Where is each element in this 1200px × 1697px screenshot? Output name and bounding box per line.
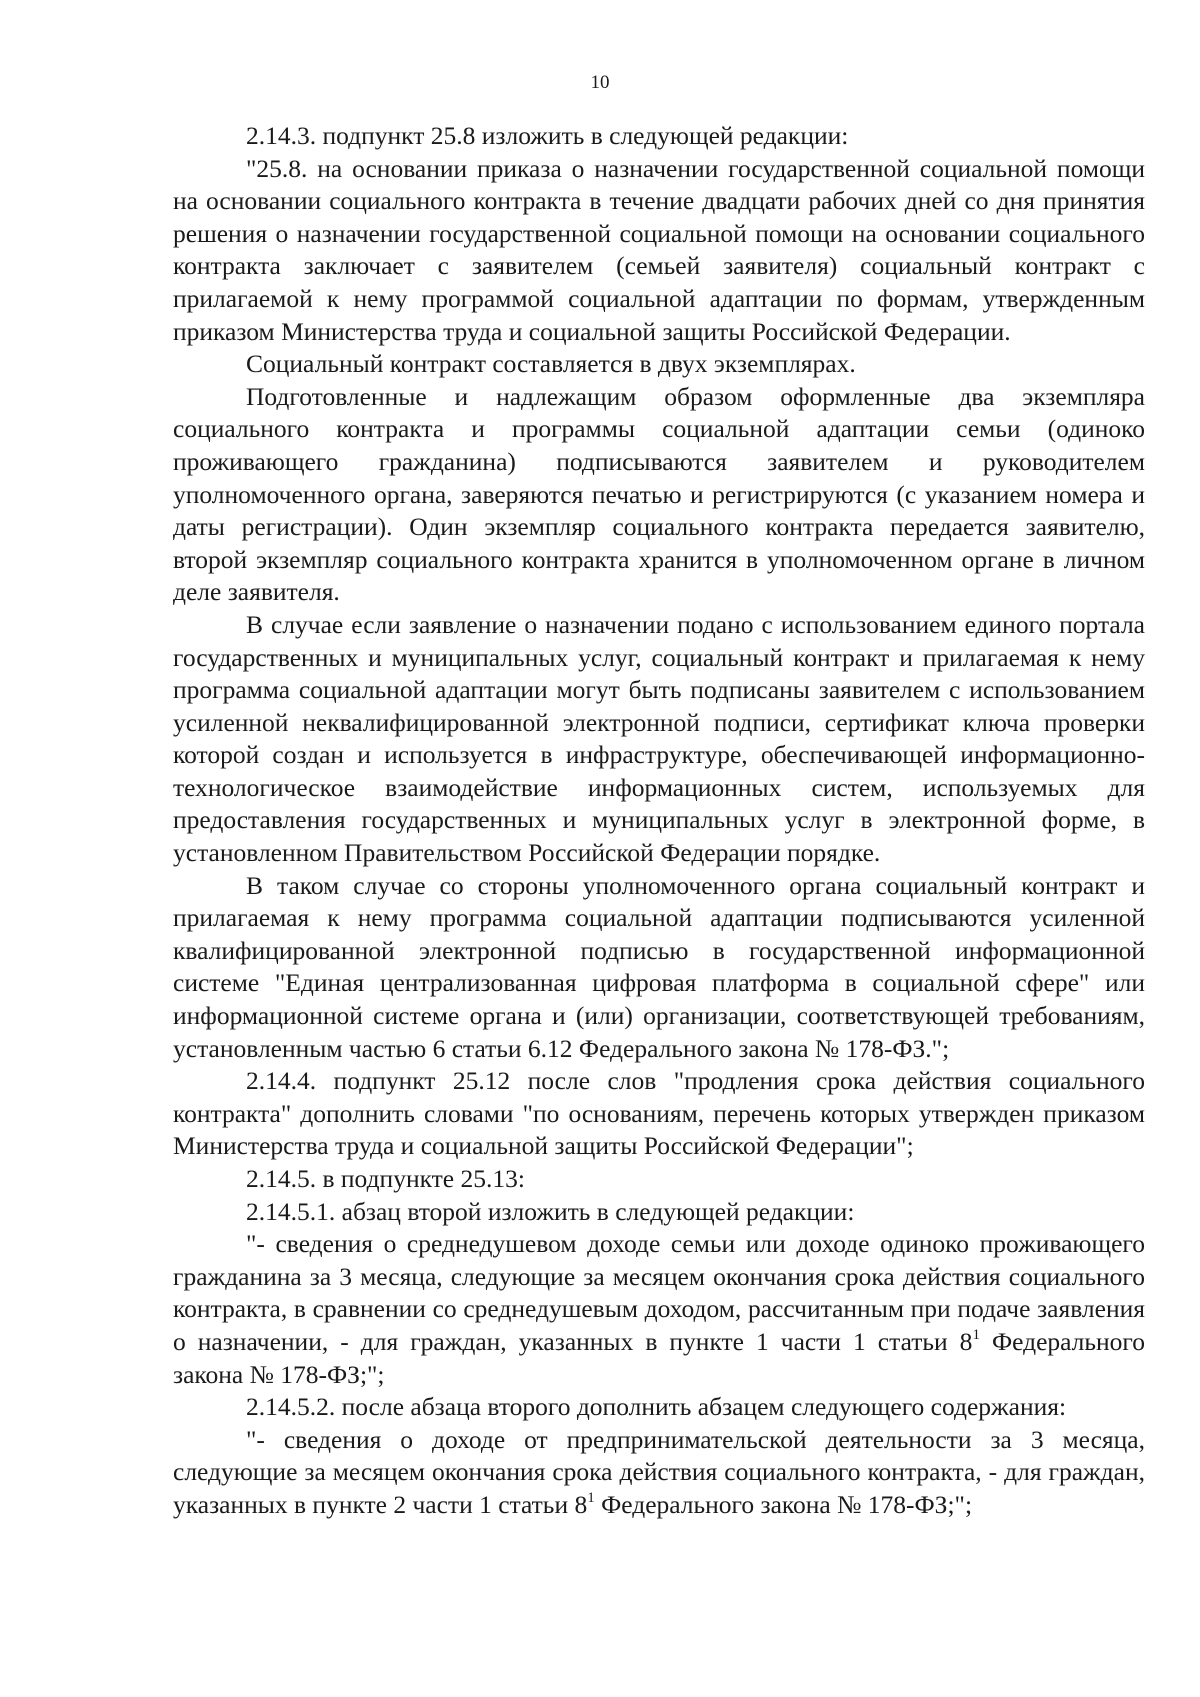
- paragraph-business-income-text: "- сведения о доходе от предпринимательской деятельности за 3 месяца, следующие за месяцем окончания срока действия социального контракта, - для граждан, указанных в пункте 2 части 1 статьи 8: [173, 1424, 1145, 1519]
- paragraph-qualified-signature: В таком случае со стороны уполномоченного органа социальный контракт и прилагаемая к нему программа социальной адаптации подписываются усиленной квалифицированной электронной подписью в государственной информационной системе "Единая централизованная цифровая платформа в социальной сфере" или информационной системе органа и (или) организации, соответствующей требованиям, установленным частью 6 статьи 6.12 Федерального закона № 178-ФЗ.";: [173, 870, 1145, 1063]
- paragraph-signing: Подготовленные и надлежащим образом оформленные два экземпляра социального контракта и программы социальной адаптации семьи (одиноко проживающего гражданина) подписываются заявителем и руководителем уполномоченного органа, заверяются печатью и регистрируются (с указанием номера и даты регистрации). Один экземпляр социального контракта передается заявителю, второй экземпляр социального контракта хранится в уполномоченном органе в личном деле заявителя.: [173, 381, 1145, 607]
- paragraph-business-income-tail: Федерального закона № 178-ФЗ;";: [594, 1489, 973, 1519]
- superscript-article-index: 1: [972, 1326, 980, 1343]
- paragraph-average-income: [173, 1228, 1145, 1391]
- paragraph-two-copies: Социальный контракт составляется в двух экземплярах.: [246, 349, 856, 379]
- paragraph-average-income-text: "- сведения о среднедушевом доходе семьи или доходе одиноко проживающего гражданина за 3 месяца, следующие за месяцем окончания срока действия социального контракта, в сравнении со среднедушевым доходом, рассчитанным при подаче заявления о назначении, - для граждан, указанных в пункте 1 части 1 статьи 8: [173, 1229, 1145, 1356]
- paragraph-2-14-3: 2.14.3. подпункт 25.8 изложить в следующей редакции:: [246, 121, 849, 150]
- paragraph-business-income: [173, 1424, 1145, 1522]
- page-number: 10: [590, 72, 610, 93]
- paragraph-2-14-5: 2.14.5. в подпункте 25.13:: [246, 1164, 525, 1193]
- paragraph-2-14-5-1: 2.14.5.1. абзац второй изложить в следующей редакции:: [246, 1196, 855, 1226]
- document-body: [173, 120, 1145, 1522]
- superscript-article-index: 1: [587, 1489, 595, 1506]
- paragraph-2-14-5-2: 2.14.5.2. после абзаца второго дополнить абзацем следующего содержания:: [246, 1392, 1067, 1422]
- paragraph-2-14-4: 2.14.4. подпункт 25.12 после слов "продления срока действия социального контракта" дополнить словами "по основаниям, перечень которых утвержден приказом Министерства труда и социальной защиты Российской Федерации";: [173, 1066, 1145, 1161]
- paragraph-25-8-text: "25.8. на основании приказа о назначении государственной социальной помощи на основании социального контракта в течение двадцати рабочих дней со дня принятия решения о назначении государственной социальной помощи на основании социального контракта заключает с заявителем (семьей заявителя) социальный контракт с прилагаемой к нему программой социальной адаптации по формам, утвержденным приказом Министерства труда и социальной защиты Российской Федерации.: [173, 153, 1145, 346]
- paragraph-average-income-tail: Федерального закона № 178-ФЗ;";: [173, 1326, 1145, 1389]
- paragraph-electronic-signature: В случае если заявление о назначении подано с использованием единого портала государственных и муниципальных услуг, социальный контракт и прилагаемая к нему программа социальной адаптации могут быть подписаны заявителем с использованием усиленной неквалифицированной электронной подписи, сертификат ключа проверки которой создан и используется в инфраструктуре, обеспечивающей информационно-технологическое взаимодействие информационных систем, используемых для предоставления государственных и муниципальных услуг в электронной форме, в установленном Правительством Российской Федерации порядке.: [173, 609, 1145, 868]
